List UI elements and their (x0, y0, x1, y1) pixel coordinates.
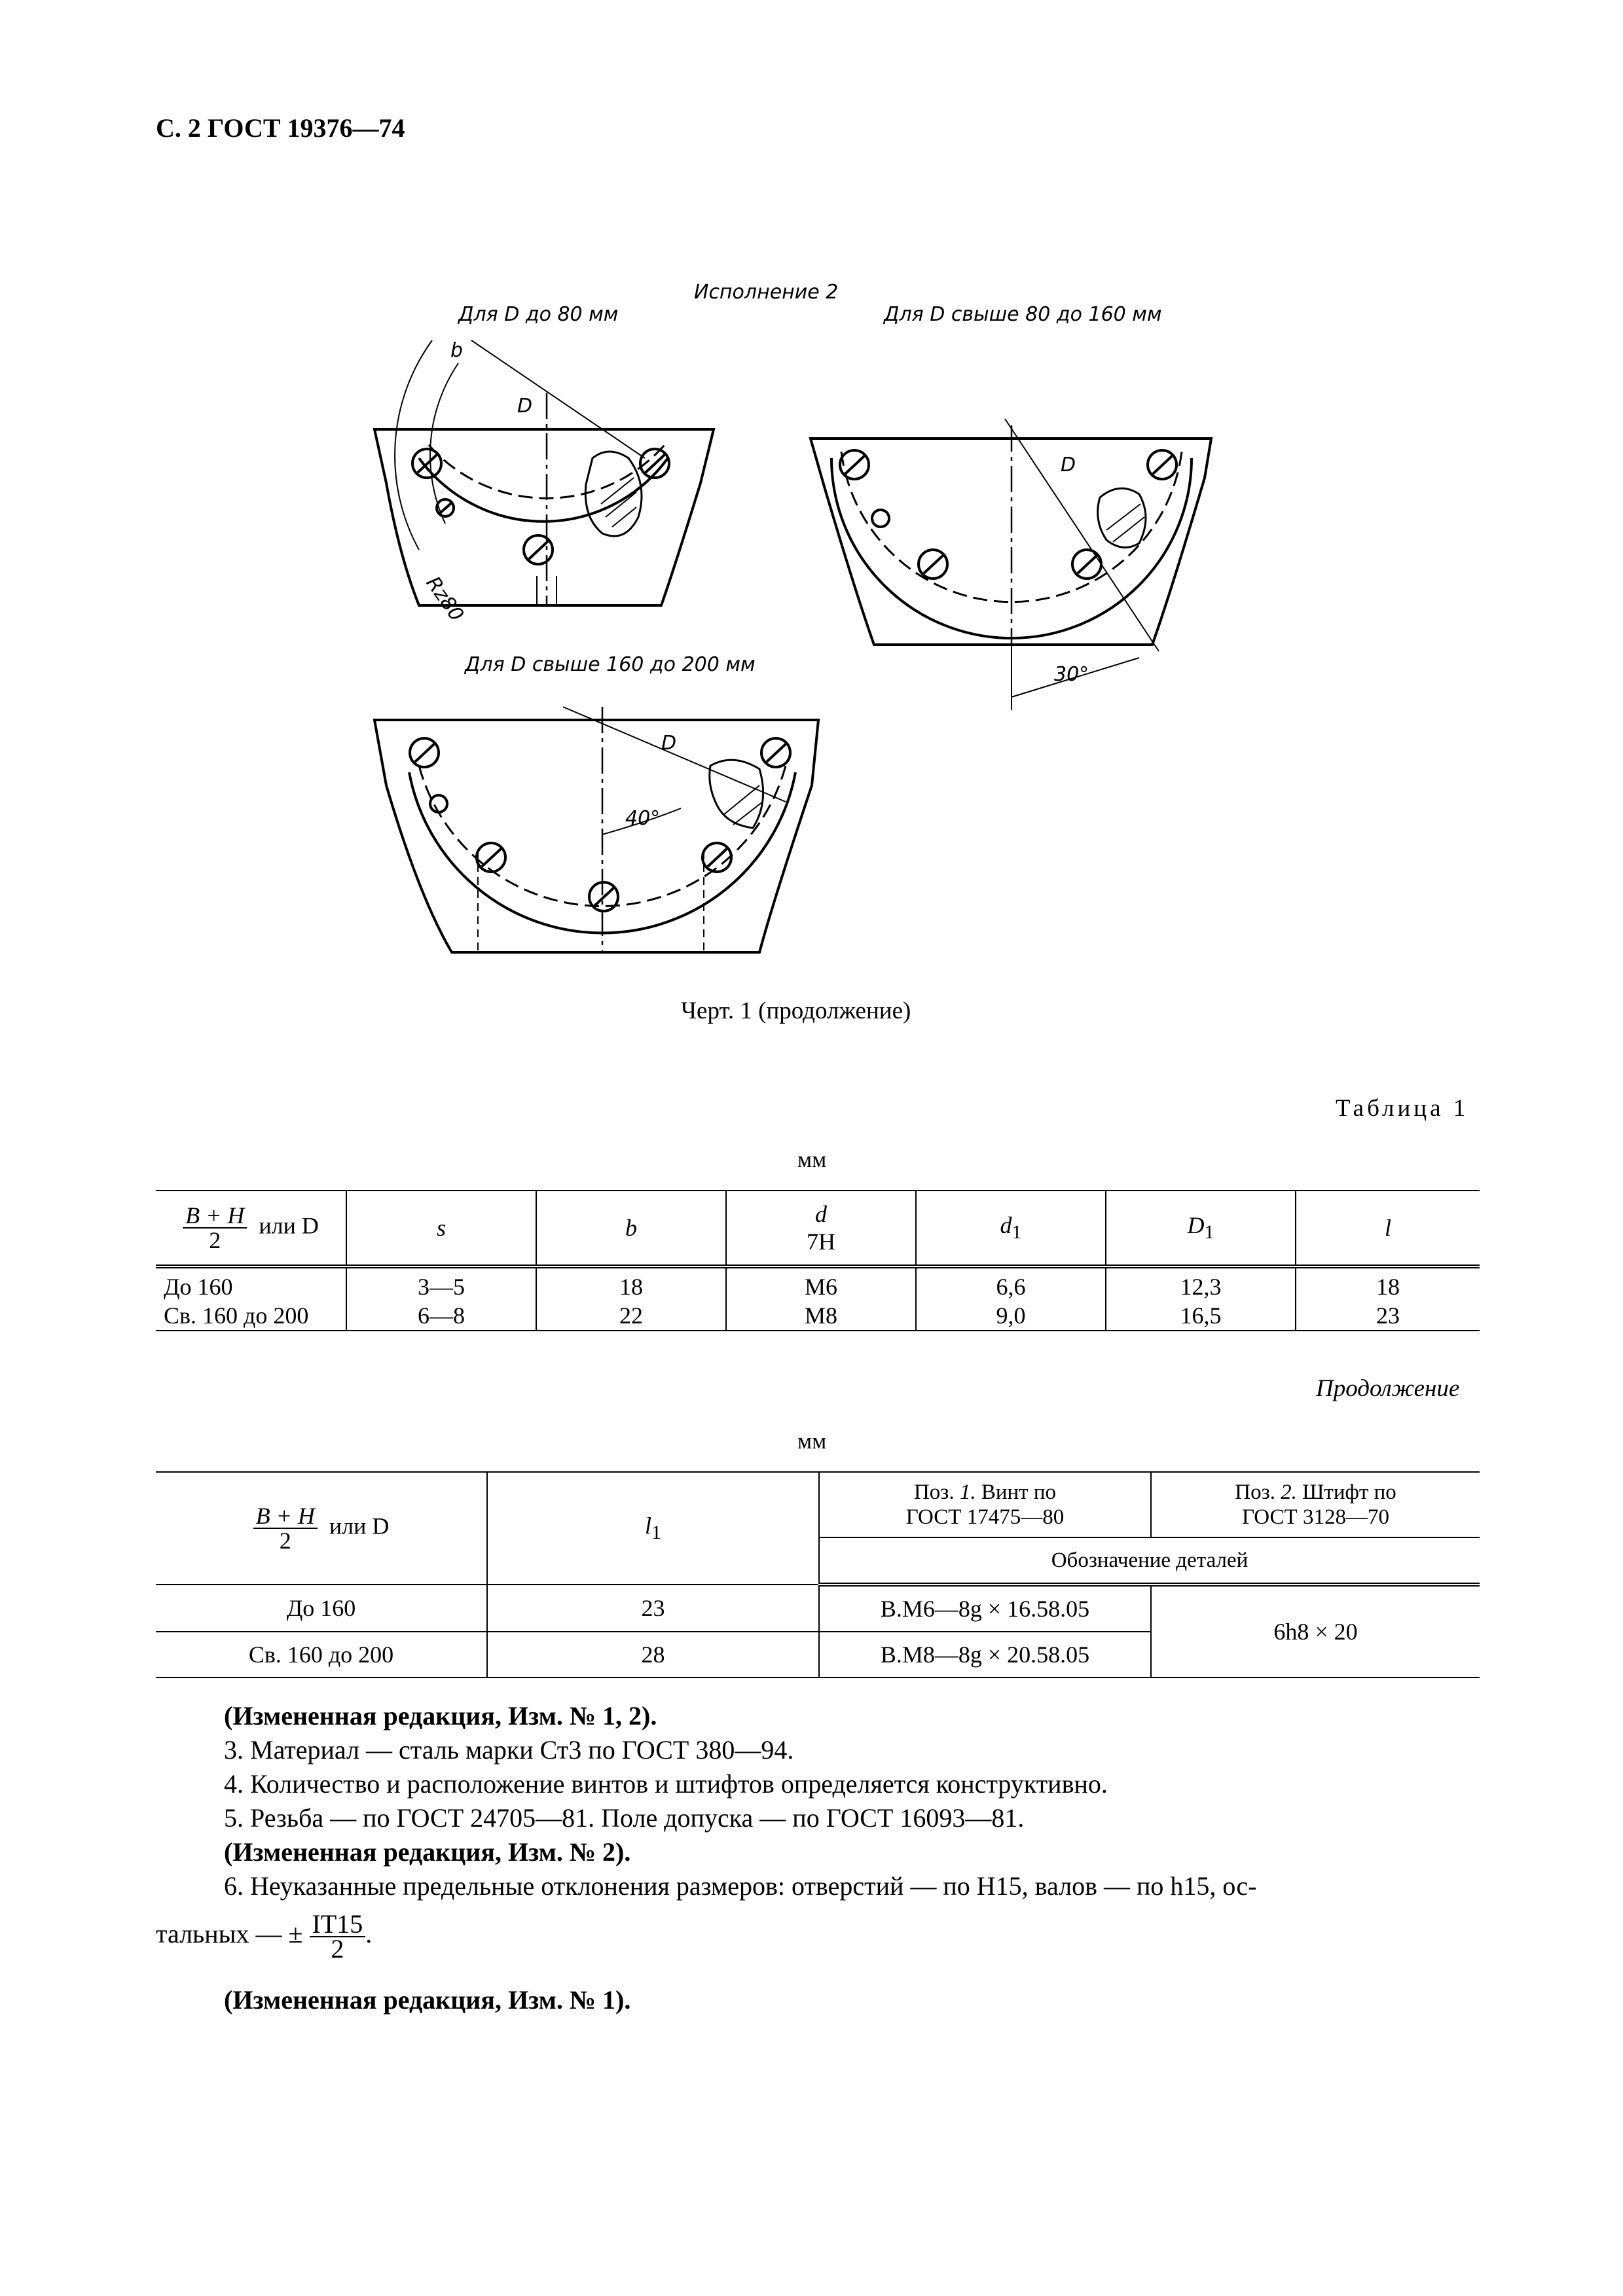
amendment-note-1: (Измененная редакция, Изм. № 1, 2). (224, 1701, 657, 1731)
table1-header-D1: $D_1$ (1106, 1191, 1296, 1266)
amendment-note-2: (Измененная редакция, Изм. № 2). (224, 1837, 631, 1867)
note-6: 6. Неуказанные предельные отклонения размеров: отверстий — по H15, валов — по h15, ос- (224, 1871, 1257, 1901)
table2-header-designation: Обозначение деталей (819, 1537, 1480, 1585)
view2-label: Для D свыше 80 до 160 мм (884, 303, 1162, 326)
table2-pin-designation: 6h8 × 20 (1151, 1585, 1480, 1677)
table2-title: Продолжение (1316, 1375, 1460, 1402)
table1-header-l: l (1296, 1191, 1480, 1266)
table1-header-d1: $d_1$ (916, 1191, 1106, 1266)
dim-b: b (450, 339, 464, 362)
dim-d-view1: D (517, 395, 533, 418)
note-4: 4. Количество и расположение винтов и штифтов определяется конструктивно. (224, 1769, 1108, 1799)
table1-units: мм (797, 1147, 827, 1172)
page-header: С. 2 ГОСТ 19376—74 (156, 113, 405, 143)
table1-header-s: s (346, 1191, 536, 1266)
table2-header-dimension: $\frac{B + H}{2}$ или D (156, 1472, 487, 1585)
drawing-title: Исполнение 2 (694, 281, 839, 304)
note-6-continuation: тальных — ± $\frac{IT15}{2}$ . (156, 1909, 373, 1964)
table1 (156, 1190, 1480, 1331)
angle-40: 40° (625, 807, 661, 830)
table-row: До 160 23 B.M6—8g × 16.58.05 6h8 × 20 (156, 1585, 1480, 1632)
table1-header-d: d 7H (726, 1191, 916, 1266)
note-5: 5. Резьба — по ГОСТ 24705—81. Поле допуска — по ГОСТ 16093—81. (224, 1803, 1025, 1833)
table1-header-dimension: $\frac{B + H}{2}$ или D (156, 1191, 346, 1266)
amendment-note-3: (Измененная редакция, Изм. № 1). (224, 1985, 631, 2015)
dim-d-view3: D (661, 732, 677, 755)
table1-title: Таблица 1 (1336, 1095, 1469, 1122)
roughness-mark: Rz80 (421, 572, 469, 626)
note-3: 3. Материал — сталь марки Ст3 по ГОСТ 380—94. (224, 1735, 794, 1765)
table2-units: мм (797, 1428, 827, 1454)
view3-label: Для D свыше 160 до 200 мм (465, 653, 756, 676)
table2-header-pos2: Поз. 2. Штифт по ГОСТ 3128—70 (1151, 1472, 1480, 1537)
table2-header-l1: $l_1$ (487, 1472, 819, 1585)
table-row: До 160 Св. 160 до 200 3—5 6—8 18 22 M6 M8 6,6 9,0 12,3 16,5 18 23 (156, 1266, 1480, 1331)
technical-drawing (0, 0, 1623, 995)
view1-label: Для D до 80 мм (458, 303, 619, 326)
angle-30: 30° (1054, 663, 1089, 686)
table-row: Св. 160 до 200 28 B.M8—8g × 20.58.05 (156, 1632, 1480, 1677)
table2-header-pos1: Поз. 1. Винт по ГОСТ 17475—80 (819, 1472, 1151, 1537)
table2 (156, 1471, 1480, 1678)
dim-d-view2: D (1061, 454, 1076, 476)
figure-caption: Черт. 1 (продолжение) (681, 997, 911, 1024)
table1-header-b: b (536, 1191, 726, 1266)
